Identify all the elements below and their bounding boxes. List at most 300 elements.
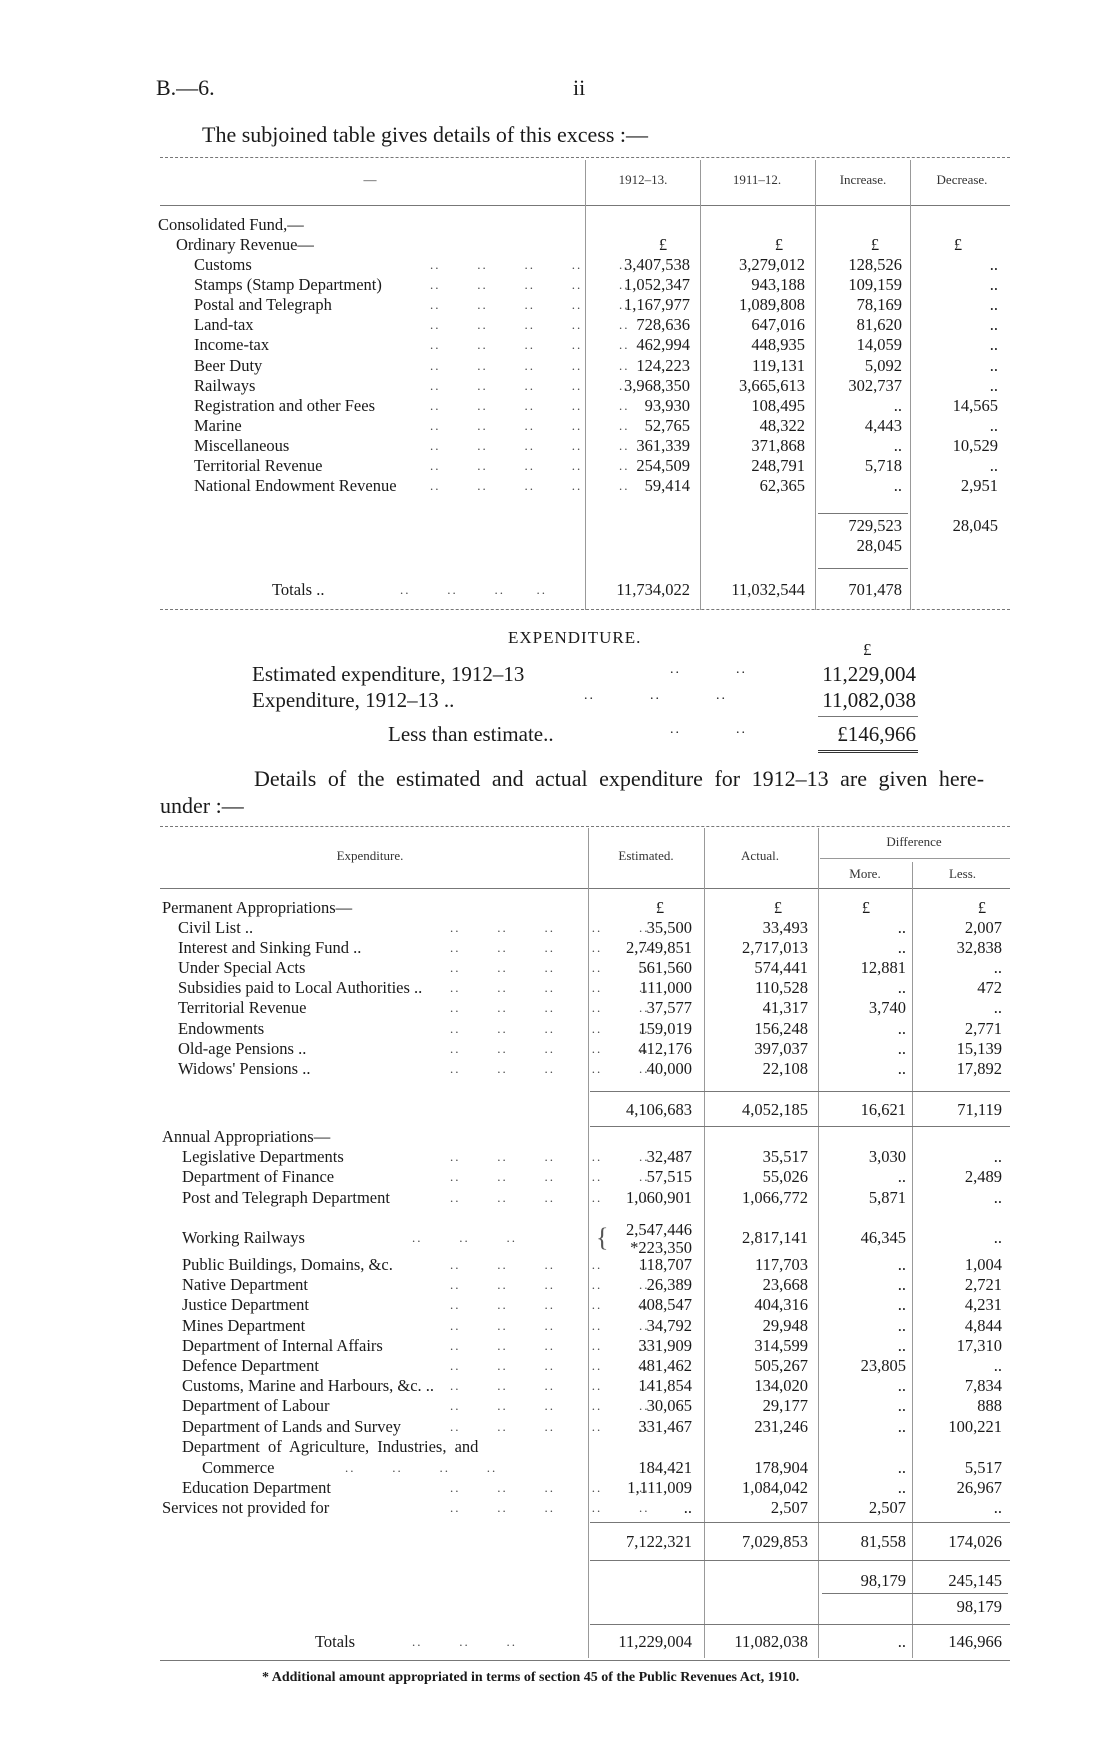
- row-1911: 48,322: [759, 415, 805, 435]
- less-than-estimate-label: Less than estimate..: [388, 722, 554, 746]
- currency-symbol: £: [655, 898, 665, 917]
- row-increase: 81,620: [856, 315, 902, 335]
- table-row: [0, 356, 1114, 376]
- annual-appropriations-title: Annual Appropriations—: [162, 1127, 331, 1146]
- permanent-subtotal-more: 16,621: [860, 1100, 906, 1119]
- row-label: Beer Duty: [194, 355, 263, 375]
- row-actual: 22,108: [762, 1058, 808, 1078]
- row-more: 3,740: [868, 998, 906, 1018]
- railways-more: 46,345: [860, 1228, 906, 1247]
- row-more: 23,805: [860, 1356, 906, 1375]
- row-label: Public Buildings, Domains, &c.: [182, 1255, 393, 1274]
- leader-dots: .. ..: [670, 662, 747, 677]
- row-less: ..: [993, 958, 1002, 978]
- row-actual: 2,507: [770, 1498, 808, 1518]
- row-1912: 93,930: [644, 395, 690, 415]
- row-actual: 110,528: [754, 978, 808, 998]
- row-more: ..: [897, 1315, 906, 1335]
- row-less: 4,231: [964, 1295, 1002, 1315]
- revenue-header-increase: Increase.: [839, 172, 887, 187]
- table-row: [0, 376, 1114, 396]
- railways-estimated: 2,547,446: [626, 1220, 692, 1239]
- leader-dots: .. .. .. .. ..: [430, 277, 630, 293]
- leader-dots: .. ..: [670, 722, 747, 737]
- currency-symbol: £: [774, 235, 784, 254]
- railways-less: ..: [993, 1228, 1002, 1247]
- row-label: Registration and other Fees: [194, 395, 376, 415]
- leader-dots: .. .. .. .. ..: [450, 1000, 650, 1016]
- row-1911: 62,365: [759, 476, 805, 496]
- currency-symbol: £: [861, 898, 871, 917]
- row-actual: 397,037: [754, 1038, 808, 1058]
- row-label: Marine: [194, 415, 242, 435]
- currency-symbol: £: [870, 235, 880, 254]
- revenue-total-1912: 11,734,022: [616, 580, 690, 599]
- row-actual: 55,026: [762, 1167, 808, 1187]
- row-label: Interest and Sinking Fund ..: [178, 938, 362, 958]
- row-label: Working Railways: [182, 1228, 305, 1247]
- row-increase: 78,169: [856, 295, 902, 315]
- row-actual: 314,599: [754, 1335, 808, 1355]
- row-more: 12,881: [860, 958, 906, 978]
- page-reference: B.—6.: [156, 75, 215, 100]
- table-row: [0, 1295, 1114, 1315]
- table-row: [0, 1275, 1114, 1295]
- less-than-estimate-value: £146,966: [837, 722, 916, 746]
- leader-dots: .. .. .. .. ..: [450, 1337, 650, 1353]
- table-row: [0, 275, 1114, 295]
- row-decrease: ..: [989, 375, 998, 395]
- brace: {: [596, 1223, 609, 1252]
- row-actual: 134,020: [754, 1376, 808, 1396]
- row-more: ..: [897, 1038, 906, 1058]
- row-1911: 448,935: [751, 335, 805, 355]
- row-less: 2,721: [964, 1275, 1002, 1295]
- row-actual: 574,441: [754, 958, 808, 978]
- row-label: Department of Internal Affairs: [182, 1335, 383, 1355]
- row-actual: 23,668: [762, 1275, 808, 1295]
- leader-dots: .. .. .. .. ..: [430, 458, 630, 473]
- table-row: [0, 396, 1114, 416]
- actual-expenditure-label: Expenditure, 1912–13 ..: [252, 688, 455, 712]
- row-label: Railways: [194, 375, 256, 395]
- annual-subtotal-actual: 7,029,853: [742, 1532, 808, 1551]
- row-label: Miscellaneous: [194, 435, 290, 455]
- table-row: [0, 1498, 1114, 1518]
- row-actual: 41,317: [762, 998, 808, 1018]
- annual-subtotal-less: 174,026: [948, 1532, 1002, 1551]
- expenditure-total-estimated: 11,229,004: [618, 1632, 692, 1651]
- row-decrease: ..: [989, 415, 998, 435]
- row-less: 2,489: [964, 1167, 1002, 1187]
- leader-dots: .. .. .. .. ..: [450, 1317, 650, 1333]
- table-row: [0, 255, 1114, 275]
- leader-dots: .. .. ..: [412, 1634, 517, 1649]
- combined-less-offset: 98,179: [956, 1597, 1002, 1616]
- expenditure-total-actual: 11,082,038: [734, 1632, 808, 1651]
- row-increase: 4,443: [864, 415, 902, 435]
- leader-dots: .. .. .. .. ..: [450, 920, 650, 935]
- revenue-header-decrease: Decrease.: [936, 172, 988, 187]
- row-estimated: 37,577: [646, 998, 692, 1018]
- table-row: [0, 1458, 1114, 1478]
- row-1911: 119,131: [751, 355, 805, 375]
- leader-dots: .. .. .. .. ..: [450, 1297, 650, 1313]
- row-label: Endowments: [178, 1018, 265, 1038]
- row-decrease: 10,529: [952, 435, 998, 455]
- row-estimated: 32,487: [646, 1147, 692, 1166]
- row-decrease: ..: [989, 295, 998, 315]
- row-estimated: 26,389: [646, 1275, 692, 1295]
- leader-dots: .. .. .. .. ..: [430, 257, 630, 272]
- combined-less: 245,145: [948, 1571, 1002, 1590]
- row-more: ..: [897, 1295, 906, 1315]
- table-row: [0, 1039, 1114, 1059]
- row-less: ..: [993, 1187, 1002, 1207]
- row-label: Commerce: [202, 1458, 275, 1477]
- row-1912: 254,509: [636, 456, 690, 475]
- row-decrease: ..: [989, 275, 998, 295]
- leader-dots: .. .. .. .. ..: [450, 960, 650, 976]
- row-1911: 1,089,808: [739, 295, 805, 315]
- row-estimated: ..: [683, 1498, 692, 1518]
- revenue-header-1911: 1911–12.: [732, 172, 782, 187]
- leader-dots: .. .. .. .. ..: [450, 1500, 650, 1516]
- row-label: Under Special Acts: [178, 958, 306, 978]
- row-more: ..: [897, 1416, 906, 1436]
- revenue-subsection-label: Ordinary Revenue—: [176, 235, 314, 254]
- row-actual: 404,316: [754, 1295, 808, 1315]
- leader-dots: .. .. .. .. ..: [450, 1480, 650, 1495]
- railways-additional: *223,350: [630, 1238, 692, 1257]
- permanent-subtotal-less: 71,119: [957, 1100, 1002, 1119]
- row-label: Territorial Revenue: [178, 998, 307, 1018]
- row-estimated: 481,462: [638, 1356, 692, 1375]
- table-row: [0, 958, 1114, 978]
- revenue-total-1911: 11,032,544: [731, 580, 805, 599]
- row-less: 32,838: [956, 938, 1002, 958]
- row-decrease: 14,565: [952, 395, 998, 415]
- row-decrease: ..: [989, 315, 998, 335]
- details-intro: Details of the estimated and actual expenditure for 1912–13 are given here-: [254, 766, 985, 791]
- row-more: 3,030: [868, 1147, 906, 1166]
- row-1912: 728,636: [636, 315, 690, 335]
- revenue-header-blank: —: [363, 172, 377, 187]
- leader-dots: .. .. .. .. ..: [450, 1040, 650, 1056]
- actual-expenditure-value: 11,082,038: [822, 688, 916, 712]
- row-actual: 178,904: [754, 1458, 808, 1477]
- row-more: ..: [897, 978, 906, 998]
- row-increase: 128,526: [848, 255, 902, 274]
- exp-header-more: More.: [849, 866, 881, 881]
- row-label: Department of Lands and Survey: [182, 1416, 402, 1436]
- row-label: Old-age Pensions ..: [178, 1038, 307, 1058]
- row-actual: 29,948: [762, 1315, 808, 1335]
- row-label: Services not provided for: [162, 1498, 330, 1518]
- row-less: 17,892: [956, 1058, 1002, 1078]
- revenue-totals-label: Totals ..: [272, 580, 325, 599]
- row-1911: 371,868: [751, 435, 805, 455]
- leader-dots: .. .. .. .. ..: [450, 1149, 650, 1164]
- row-increase: 5,092: [864, 355, 902, 375]
- leader-dots: .. .. .. .. ..: [430, 417, 630, 433]
- row-actual: 1,084,042: [742, 1478, 808, 1497]
- row-actual: 35,517: [762, 1147, 808, 1166]
- currency-symbol: £: [953, 235, 963, 254]
- row-more: ..: [897, 1458, 906, 1477]
- row-estimated: 331,909: [638, 1335, 692, 1355]
- agriculture-label-line1: Department of Agriculture, Industries, and: [182, 1437, 479, 1456]
- leader-dots: .. .. .. .. ..: [450, 940, 650, 956]
- row-less: ..: [993, 1356, 1002, 1375]
- table-row: [0, 1255, 1114, 1275]
- row-estimated: 35,500: [646, 918, 692, 937]
- table-row: [0, 1356, 1114, 1376]
- row-estimated: 30,065: [646, 1396, 692, 1416]
- revenue-subtotal-increase: 729,523: [848, 516, 902, 535]
- row-estimated: 118,707: [638, 1255, 692, 1274]
- row-estimated: 408,547: [638, 1295, 692, 1315]
- row-label: Customs, Marine and Harbours, &c. ..: [182, 1376, 435, 1396]
- row-more: ..: [897, 1018, 906, 1038]
- intro-text: The subjoined table gives details of this excess :—: [202, 122, 649, 147]
- row-estimated: 159,019: [638, 1018, 692, 1038]
- row-actual: 2,717,013: [742, 938, 808, 958]
- leader-dots: .. .. .. .. ..: [430, 397, 630, 413]
- leader-dots: .. .. .. .. ..: [430, 357, 630, 373]
- row-actual: 33,493: [762, 918, 808, 937]
- table-row: [0, 1376, 1114, 1396]
- table-row: [0, 918, 1114, 938]
- expenditure-total-less: 146,966: [948, 1632, 1002, 1651]
- leader-dots: .. .. .. .. ..: [430, 478, 630, 494]
- row-label: National Endowment Revenue: [194, 476, 397, 496]
- row-label: Postal and Telegraph: [194, 295, 332, 315]
- row-more: ..: [897, 1058, 906, 1078]
- table-row: [0, 1478, 1114, 1498]
- table-row: [0, 938, 1114, 958]
- table-row: [0, 1019, 1114, 1039]
- estimated-expenditure-label: Estimated expenditure, 1912–13: [252, 662, 525, 686]
- table-row: [0, 315, 1114, 335]
- row-less: 888: [977, 1396, 1002, 1416]
- row-more: ..: [897, 938, 906, 958]
- row-label: Department of Labour: [182, 1396, 330, 1416]
- row-label: Justice Department: [182, 1295, 309, 1315]
- currency-symbol: £: [977, 898, 987, 917]
- table-row: [0, 456, 1114, 476]
- row-less: 100,221: [948, 1416, 1002, 1436]
- row-decrease: ..: [989, 255, 998, 274]
- row-estimated: 40,000: [646, 1058, 692, 1078]
- leader-dots: .. .. .. .. ..: [450, 1418, 650, 1434]
- annual-subtotal-more: 81,558: [860, 1532, 906, 1551]
- row-less: 2,007: [964, 918, 1002, 937]
- table-row: [0, 1188, 1114, 1208]
- row-actual: 29,177: [762, 1396, 808, 1416]
- row-label: Income-tax: [194, 335, 270, 355]
- permanent-subtotal-actual: 4,052,185: [742, 1100, 808, 1119]
- row-less: ..: [993, 998, 1002, 1018]
- leader-dots: .. .. ..: [584, 688, 727, 703]
- row-label: Customs: [194, 255, 252, 274]
- permanent-appropriations-title: Permanent Appropriations—: [162, 898, 353, 917]
- currency-symbol: £: [658, 235, 668, 254]
- table-row: [0, 416, 1114, 436]
- row-increase: 109,159: [848, 275, 902, 295]
- row-label: Territorial Revenue: [194, 456, 323, 475]
- row-actual: 117,703: [754, 1255, 808, 1274]
- row-increase: ..: [893, 395, 902, 415]
- row-estimated: 141,854: [638, 1376, 692, 1396]
- leader-dots: .. .. .. ..: [345, 1460, 498, 1475]
- row-label: Defence Department: [182, 1356, 319, 1375]
- leader-dots: .. .. .. .. ..: [450, 1020, 650, 1036]
- exp-header-less: Less.: [948, 866, 977, 881]
- row-estimated: 34,792: [646, 1315, 692, 1335]
- railways-actual: 2,817,141: [742, 1228, 808, 1247]
- exp-header-difference: Difference: [886, 834, 942, 849]
- exp-header-expenditure: Expenditure.: [336, 848, 404, 863]
- row-decrease: ..: [989, 335, 998, 355]
- row-estimated: 2,749,851: [626, 938, 692, 958]
- row-actual: 1,066,772: [742, 1187, 808, 1207]
- page-number: ii: [573, 75, 586, 100]
- row-label: Widows' Pensions ..: [178, 1058, 311, 1078]
- row-actual: 156,248: [754, 1018, 808, 1038]
- expenditure-totals-label: Totals: [315, 1632, 356, 1651]
- table-row: [0, 335, 1114, 355]
- combined-more: 98,179: [860, 1571, 906, 1590]
- row-estimated: 331,467: [638, 1416, 692, 1436]
- exp-header-actual: Actual.: [741, 848, 779, 863]
- row-label: Land-tax: [194, 315, 254, 335]
- table-row: [0, 436, 1114, 456]
- row-1911: 248,791: [751, 456, 805, 475]
- row-label: Subsidies paid to Local Authorities ..: [178, 978, 423, 998]
- row-estimated: 111,000: [639, 978, 692, 998]
- leader-dots: .. .. .. .. ..: [430, 297, 630, 313]
- table-row: [0, 1147, 1114, 1167]
- leader-dots: .. .. .. .. ..: [450, 980, 650, 996]
- table-row: [0, 476, 1114, 496]
- table-row: [0, 978, 1114, 998]
- row-label: Mines Department: [182, 1315, 306, 1335]
- table-row: [0, 1316, 1114, 1336]
- row-1912: 3,968,350: [624, 375, 690, 395]
- row-more: 2,507: [868, 1498, 906, 1518]
- row-more: ..: [897, 1376, 906, 1396]
- row-less: 17,310: [956, 1335, 1002, 1355]
- row-estimated: 57,515: [646, 1167, 692, 1187]
- leader-dots: .. .. .. .. ..: [430, 377, 630, 393]
- row-less: 26,967: [956, 1478, 1002, 1497]
- row-1911: 943,188: [751, 275, 805, 295]
- row-decrease: ..: [989, 355, 998, 375]
- annual-subtotal-estimated: 7,122,321: [626, 1532, 692, 1551]
- currency-symbol: £: [773, 898, 783, 917]
- leader-dots: .. .. ..: [412, 1230, 517, 1245]
- row-label: Legislative Departments: [182, 1147, 344, 1166]
- expenditure-title: EXPENDITURE.: [508, 628, 642, 647]
- row-label: Department of Finance: [182, 1167, 335, 1187]
- row-1912: 1,167,977: [624, 295, 690, 315]
- row-1911: 3,279,012: [739, 255, 805, 274]
- row-more: ..: [897, 1255, 906, 1274]
- row-1912: 3,407,538: [624, 255, 690, 274]
- row-increase: ..: [893, 435, 902, 455]
- leader-dots: .. .. .. .. ..: [450, 1060, 650, 1076]
- row-less: 2,771: [964, 1018, 1002, 1038]
- footnote: * Additional amount appropriated in terms of section 45 of the Public Revenues Act, 1910.: [262, 1670, 800, 1685]
- table-row: [0, 1167, 1114, 1187]
- leader-dots: .. .. .. .. ..: [450, 1358, 650, 1373]
- leader-dots: .. .. .. ..: [400, 582, 547, 597]
- revenue-less-decrease: 28,045: [856, 536, 902, 555]
- row-estimated: 412,176: [638, 1038, 692, 1058]
- row-less: 472: [977, 978, 1002, 998]
- row-estimated: 1,111,009: [627, 1478, 692, 1497]
- table-row: [0, 1417, 1114, 1437]
- row-1911: 3,665,613: [739, 375, 805, 395]
- row-label: Post and Telegraph Department: [182, 1187, 390, 1207]
- revenue-section-label: Consolidated Fund,—: [158, 215, 304, 234]
- table-row: [0, 1220, 1114, 1256]
- leader-dots: .. .. .. .. ..: [430, 317, 630, 333]
- row-more: ..: [897, 1396, 906, 1416]
- leader-dots: .. .. .. .. ..: [450, 1398, 650, 1414]
- row-label: Civil List ..: [178, 918, 254, 937]
- row-1912: 52,765: [644, 415, 690, 435]
- row-less: 5,517: [964, 1458, 1002, 1477]
- row-more: 5,871: [868, 1187, 906, 1207]
- leader-dots: .. .. .. .. ..: [450, 1277, 650, 1293]
- estimated-expenditure-value: 11,229,004: [822, 662, 916, 686]
- row-more: ..: [897, 1275, 906, 1295]
- row-label: Native Department: [182, 1275, 308, 1295]
- expenditure-total-more: ..: [897, 1632, 906, 1651]
- row-actual: 505,267: [754, 1356, 808, 1375]
- row-increase: ..: [893, 476, 902, 496]
- row-less: ..: [993, 1498, 1002, 1518]
- revenue-header-1912: 1912–13.: [618, 172, 668, 187]
- revenue-subtotal-decrease: 28,045: [952, 516, 998, 535]
- table-row: [0, 1336, 1114, 1356]
- row-label: Stamps (Stamp Department): [194, 275, 382, 295]
- row-less: 7,834: [964, 1376, 1002, 1396]
- leader-dots: .. .. .. .. ..: [450, 1189, 650, 1205]
- row-label: Education Department: [182, 1478, 331, 1497]
- row-1912: 1,052,347: [624, 275, 690, 295]
- table-row: [0, 998, 1114, 1018]
- row-more: ..: [897, 918, 906, 937]
- row-1912: 59,414: [644, 476, 690, 496]
- row-increase: 5,718: [864, 456, 902, 475]
- table-row: [0, 1059, 1114, 1079]
- row-decrease: 2,951: [960, 476, 998, 496]
- row-more: ..: [897, 1167, 906, 1187]
- leader-dots: .. .. .. .. ..: [430, 337, 630, 353]
- row-more: ..: [897, 1478, 906, 1497]
- row-1912: 361,339: [636, 435, 690, 455]
- row-1912: 124,223: [636, 355, 690, 375]
- leader-dots: .. .. .. .. ..: [450, 1257, 650, 1272]
- row-1911: 108,495: [751, 395, 805, 415]
- permanent-subtotal-estimated: 4,106,683: [626, 1100, 692, 1119]
- row-less: ..: [993, 1147, 1002, 1166]
- exp-header-estimated: Estimated.: [618, 848, 674, 863]
- row-decrease: ..: [989, 456, 998, 475]
